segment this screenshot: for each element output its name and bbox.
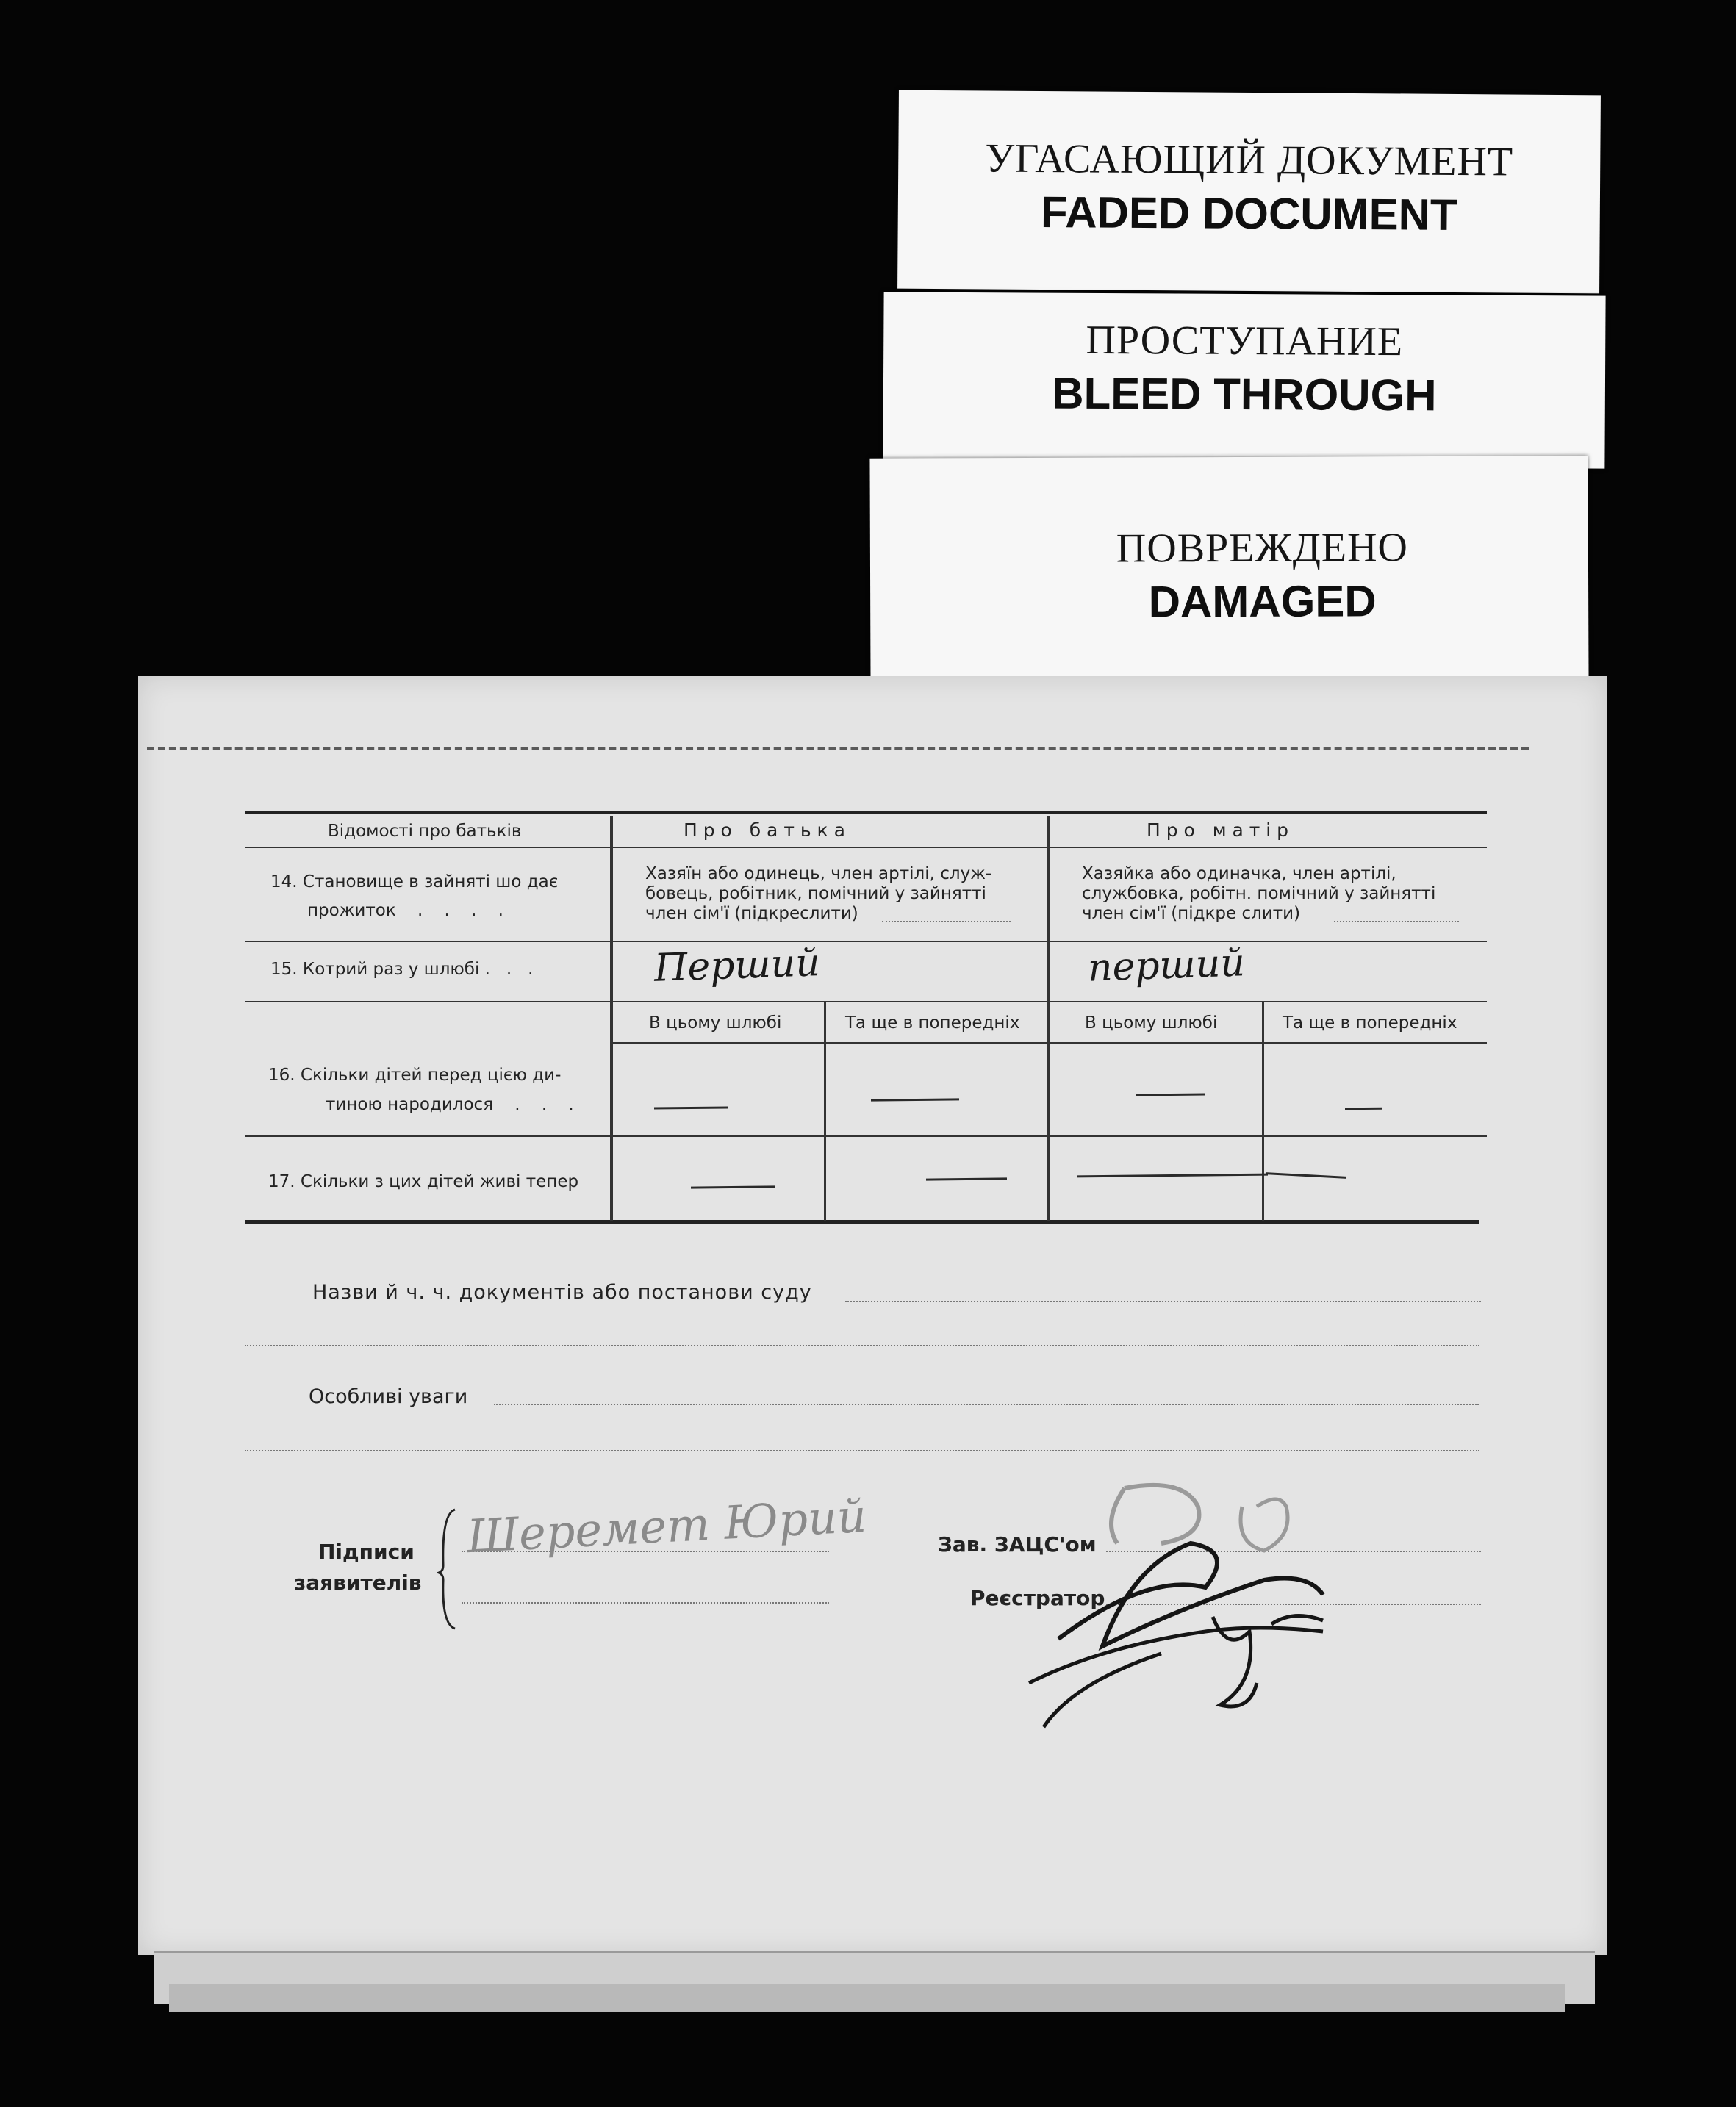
bleed-label-ru: ПРОСТУПАНИЕ	[1086, 317, 1404, 365]
row16-label-1: 16. Скільки дітей перед цією ди-	[268, 1066, 562, 1085]
row14-label-1: 14. Становище в зайняті шо дає	[270, 872, 559, 891]
registrar-signature	[1014, 1462, 1396, 1734]
head-of-registry-label: Зав. ЗАЦС'ом	[938, 1532, 1097, 1557]
signature-brace	[437, 1507, 459, 1632]
registrar-label: Реєстратор	[970, 1586, 1105, 1610]
subheader-mother-this: В цьому шлюбі	[1085, 1013, 1218, 1033]
bleed-through-label	[883, 292, 1605, 468]
header-about-father: П р о б а т ь к а	[684, 819, 845, 841]
row14-label-2: прожиток . . . .	[307, 901, 503, 920]
row14-father-1: Хазяїн або одинець, член артілі, служ-	[645, 864, 992, 883]
header-parents-info: Відомості про батьків	[328, 822, 522, 841]
row16-label-2: тиною народилося . . .	[326, 1095, 574, 1114]
row15-label: 15. Котрий раз у шлюбі . . .	[270, 960, 534, 979]
applicant-signature: Шеремет Юрий	[465, 1488, 868, 1564]
faded-label-en: FADED DOCUMENT	[1040, 187, 1457, 240]
perforation-line	[147, 747, 1529, 750]
signatures-label-2: заявителів	[294, 1571, 422, 1595]
bleed-label-en: BLEED THROUGH	[1052, 368, 1437, 420]
row14-father-3: член сім'ї (підкреслити)	[645, 904, 858, 923]
faded-label-ru: УГАСАЮЩИЙ ДОКУМЕНТ	[985, 135, 1514, 185]
row15-mother-value: перший	[1087, 941, 1246, 991]
subheader-father-this: В цьому шлюбі	[649, 1013, 782, 1033]
row14-father-2: бовець, робітник, помічний у зайнятті	[645, 884, 986, 903]
faded-document-label	[897, 90, 1601, 294]
damaged-label-ru: ПОВРЕЖДЕНО	[1116, 525, 1409, 572]
header-about-mother: П р о м а т і р	[1147, 819, 1289, 841]
row14-mother-1: Хазяйка або одиначка, член артілі,	[1082, 864, 1396, 883]
damaged-label	[869, 456, 1588, 682]
row16-mother-prev-dash	[1345, 1108, 1382, 1110]
subheader-father-prev: Та ще в попередніх	[845, 1013, 1020, 1033]
row14-mother-3: член сім'ї (підкре слити)	[1082, 904, 1301, 923]
sheet-stack-edge-lower	[169, 1984, 1565, 2012]
subheader-mother-prev: Та ще в попередніх	[1283, 1013, 1457, 1033]
row14-mother-2: службовка, робітн. помічний у зайнятті	[1082, 884, 1436, 903]
notes-label: Особливі уваги	[309, 1385, 468, 1408]
row15-father-value: Перший	[653, 941, 821, 991]
row17-label: 17. Скільки з цих дітей живі тепер	[268, 1172, 579, 1191]
damaged-label-en: DAMAGED	[1148, 576, 1377, 627]
signatures-label-1: Підписи	[318, 1540, 415, 1564]
documents-label: Назви й ч. ч. документів або постанови суду	[312, 1281, 812, 1304]
